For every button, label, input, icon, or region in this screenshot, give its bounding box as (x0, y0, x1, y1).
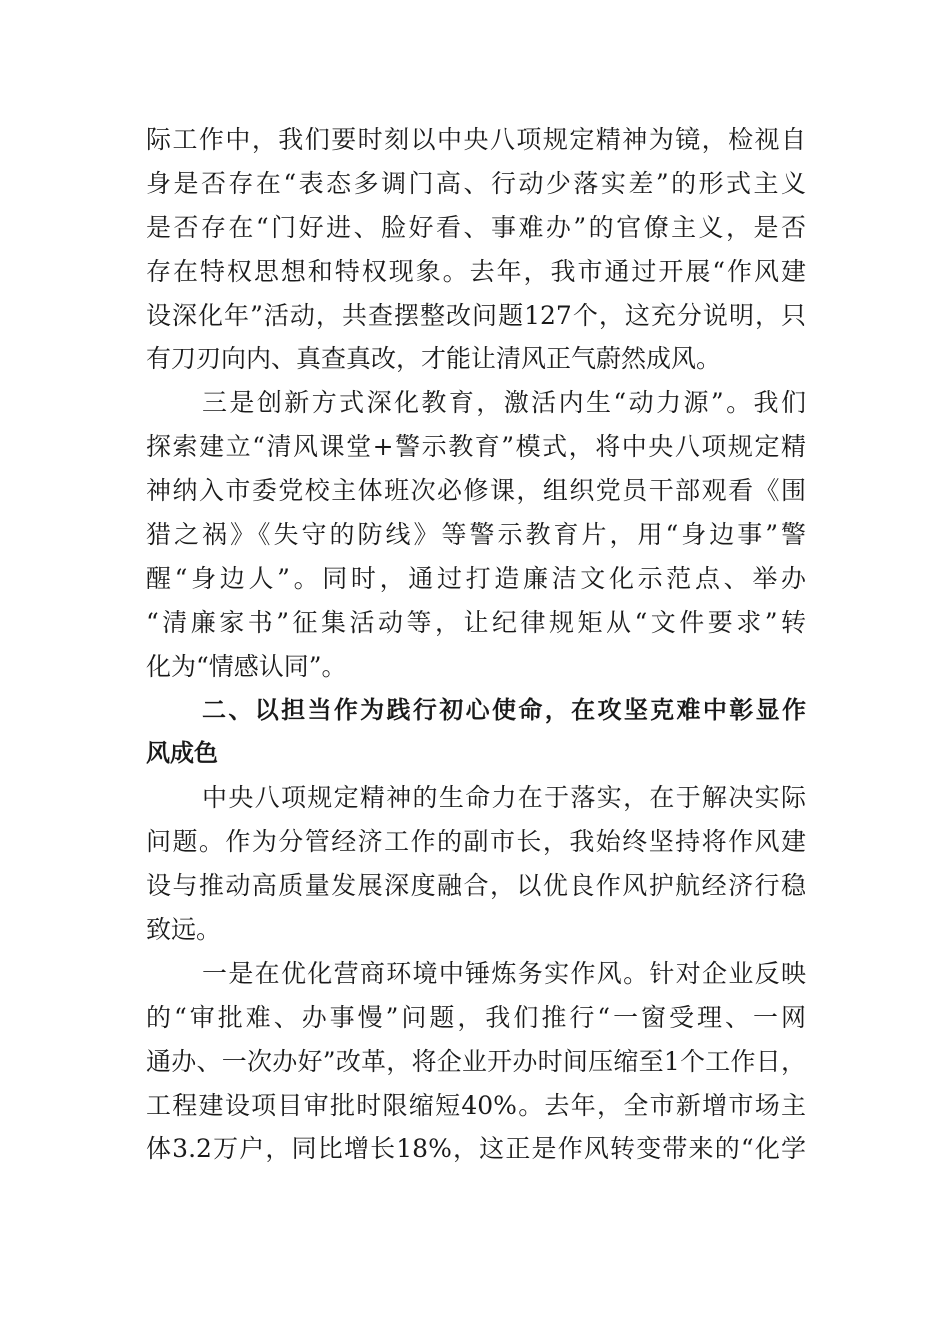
paragraph-line: 问题。作为分管经济工作的副市长，我始终坚持将作风建 (146, 827, 806, 857)
paragraph-line: 致远。 (146, 915, 222, 945)
paragraph-line: “清廉家书”征集活动等，让纪律规矩从“文件要求”转 (146, 607, 806, 637)
paragraph-line: 中央八项规定精神的生命力在于落实，在于解决实际 (202, 783, 806, 813)
paragraph-line: 三是创新方式深化教育，激活内生“动力源”。我们 (202, 388, 806, 418)
paragraph-line: 设深化年”活动，共查摆整改问题127个，这充分说明，只 (146, 300, 806, 330)
section-heading: 二、以担当作为践行初心使命，在攻坚克难中彰显作 (202, 695, 806, 724)
paragraph-line: 际工作中，我们要时刻以中央八项规定精神为镜，检视自 (146, 125, 806, 154)
paragraph-line: 是否存在“门好进、脸好看、事难办”的官僚主义，是否 (146, 212, 806, 242)
paragraph-line: 猎之祸》《失守的防线》等警示教育片，用“身边事”警 (146, 520, 806, 550)
section-heading: 风成色 (146, 739, 218, 768)
paragraph-line: 化为“情感认同”。 (146, 651, 347, 681)
paragraph-line: 的“审批难、办事慢”问题，我们推行“一窗受理、一网 (146, 1002, 806, 1032)
paragraph-line: 有刀刃向内、真查真改，才能让清风正气蔚然成风。 (146, 344, 722, 374)
paragraph-line: 探索建立“清风课堂+警示教育”模式，将中央八项规定精 (146, 432, 806, 462)
paragraph-line: 醒“身边人”。同时，通过打造廉洁文化示范点、举办 (146, 563, 806, 593)
paragraph-line: 一是在优化营商环境中锤炼务实作风。针对企业反映 (202, 958, 806, 988)
paragraph-line: 通办、一次办好”改革，将企业开办时间压缩至1个工作日， (146, 1046, 806, 1076)
paragraph-line: 工程建设项目审批时限缩短40%。去年，全市新增市场主 (146, 1090, 806, 1120)
paragraph-line: 存在特权思想和特权现象。去年，我市通过开展“作风建 (146, 256, 806, 286)
paragraph-line: 体3.2万户，同比增长18%，这正是作风转变带来的“化学 (146, 1134, 806, 1164)
paragraph-line: 身是否存在“表态多调门高、行动少落实差”的形式主义 (146, 168, 806, 198)
paragraph-line: 神纳入市委党校主体班次必修课，组织党员干部观看《围 (146, 476, 806, 506)
paragraph-line: 设与推动高质量发展深度融合，以优良作风护航经济行稳 (146, 871, 806, 901)
document-body (146, 118, 806, 1171)
